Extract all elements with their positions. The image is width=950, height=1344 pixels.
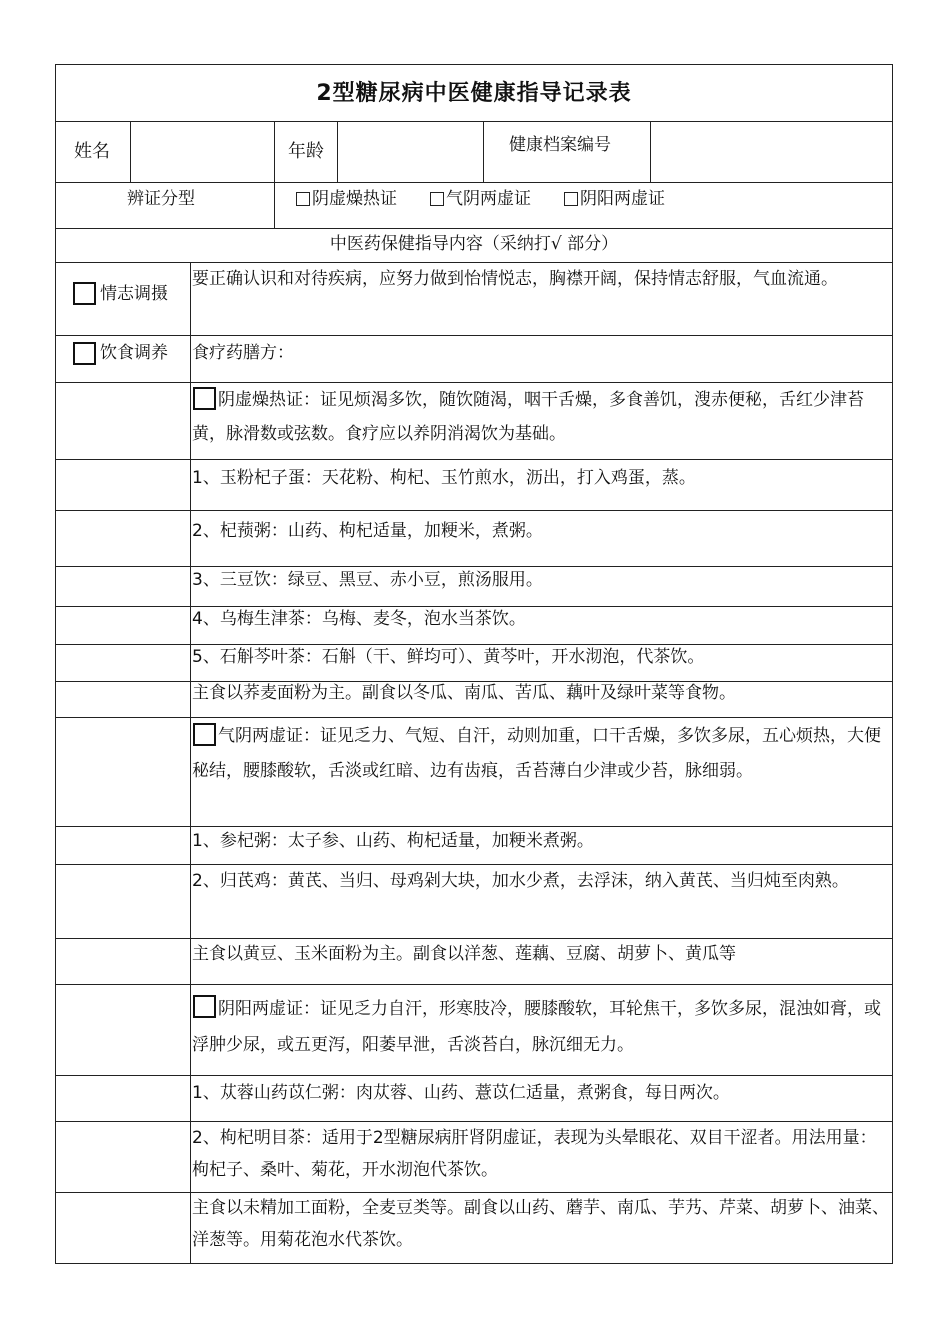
option-label: 阴阳两虚证 <box>580 189 665 209</box>
row-divider <box>55 984 893 985</box>
qiyin-desc: 气阴两虚证：证见乏力、气短、自汗，动则加重，口干舌燥，多饮多尿，五心烦热，大便秘结，腰膝酸软，舌淡或红暗、边有齿痕，舌苔薄白少津或少苔，脉细弱。 <box>192 726 881 781</box>
form-title: 2型糖尿病中医健康指导记录表 <box>316 81 632 106</box>
yinyang-item-1: 1、苁蓉山药苡仁粥：肉苁蓉、山药、薏苡仁适量，煮粥食，每日两次。 <box>192 1083 730 1103</box>
record-no-label: 健康档案编号 <box>509 135 611 155</box>
row-divider <box>55 717 893 718</box>
yinxu-staple: 主食以荞麦面粉为主。副食以冬瓜、南瓜、苦瓜、藕叶及绿叶菜等食物。 <box>192 683 736 703</box>
row-divider <box>55 459 893 460</box>
diet-checkbox[interactable] <box>73 342 96 365</box>
yinxu-item-5: 5、石斛芩叶茶：石斛（干、鲜均可）、黄芩叶，开水沏泡，代茶饮。 <box>192 647 705 667</box>
checkbox-icon[interactable] <box>430 192 444 206</box>
syndrome-option-qiyin[interactable] <box>430 183 531 215</box>
yinyang-item-2: 2、枸杞明目茶：适用于2型糖尿病肝肾阴虚证，表现为头晕眼花、双目干涩者。用法用量：枸杞子、桑叶、菊花，开水沏泡代茶饮。 <box>192 1128 877 1180</box>
col-divider <box>190 262 191 1264</box>
yinxu-item-1: 1、玉粉杞子蛋：天花粉、枸杞、玉竹煎水，沥出，打入鸡蛋，蒸。 <box>192 468 696 488</box>
emotion-checkbox[interactable] <box>73 282 96 305</box>
col-divider <box>483 121 484 182</box>
syndrome-option-yinyang[interactable] <box>564 183 665 215</box>
yinxu-item-3: 3、三豆饮：绿豆、黑豆、赤小豆，煎汤服用。 <box>192 570 543 590</box>
record-no-field[interactable] <box>651 122 892 181</box>
name-label: 姓名 <box>74 141 110 162</box>
emotion-label: 情志调摄 <box>100 284 168 304</box>
option-label: 阴虚燥热证 <box>312 189 397 209</box>
age-field[interactable] <box>338 122 482 181</box>
name-field[interactable] <box>131 122 273 181</box>
option-label: 气阴两虚证 <box>446 189 531 209</box>
yinyang-desc: 阴阳两虚证：证见乏力自汗，形寒肢冷，腰膝酸软，耳轮焦干，多饮多尿，混浊如膏，或浮肿少尿，或五更泻，阳萎早泄，舌淡苔白，脉沉细无力。 <box>192 999 881 1055</box>
yinyang-staple: 主食以未精加工面粉，全麦豆类等。副食以山药、蘑芋、南瓜、芋艿、芹菜、胡萝卜、油菜、洋葱等。用菊花泡水代茶饮。 <box>192 1198 889 1250</box>
checkbox-icon[interactable] <box>564 192 578 206</box>
col-divider <box>274 121 275 228</box>
checkbox-icon[interactable] <box>296 192 310 206</box>
row-divider <box>55 1075 893 1076</box>
syndrome-option-yinxu[interactable] <box>296 183 397 215</box>
row-divider <box>55 335 893 336</box>
qiyin-item-2: 2、归芪鸡：黄芪、当归、母鸡剁大块，加水少煮，去浮沫，纳入黄芪、当归炖至肉熟。 <box>192 871 849 891</box>
qiyin-staple: 主食以黄豆、玉米面粉为主。副食以洋葱、莲藕、豆腐、胡萝卜、黄瓜等 <box>192 944 736 964</box>
yinxu-item-2: 2、杞蓣粥：山药、枸杞适量，加粳米，煮粥。 <box>192 521 543 541</box>
diet-label: 饮食调养 <box>100 343 168 363</box>
yinxu-desc: 阴虚燥热证：证见烦渴多饮，随饮随渴，咽干舌燥，多食善饥，溲赤便秘，舌红少津苔黄，脉滑数或弦数。食疗应以养阴消渴饮为基础。 <box>192 390 864 444</box>
diet-text: 食疗药膳方： <box>192 343 294 363</box>
yinxu-item-4: 4、乌梅生津茶：乌梅、麦冬，泡水当茶饮。 <box>192 609 526 629</box>
section-title: 中医药保健指导内容（采纳打√ 部分） <box>329 234 619 254</box>
age-label: 年龄 <box>288 141 324 162</box>
syndrome-label: 辨证分型 <box>127 189 195 209</box>
emotion-text: 要正确认识和对待疾病，应努力做到怡情悦志，胸襟开阔，保持情志舒服，气血流通。 <box>192 269 838 289</box>
row-divider <box>55 510 893 511</box>
qiyin-item-1: 1、参杞粥：太子参、山药、枸杞适量，加粳米煮粥。 <box>192 831 594 851</box>
